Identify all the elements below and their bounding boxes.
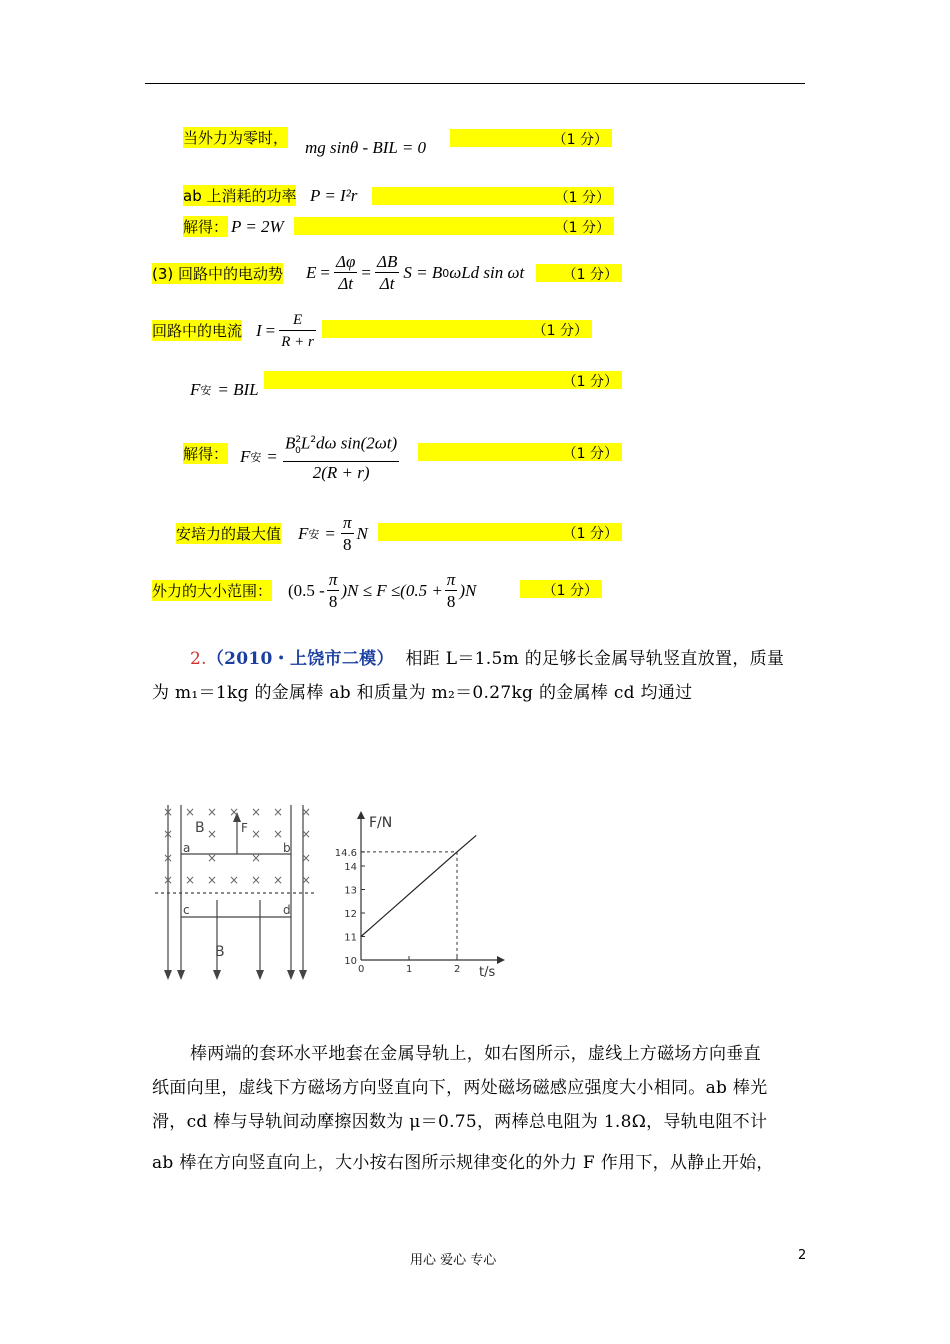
symbol-F: F	[190, 380, 201, 399]
force-time-chart	[335, 805, 510, 985]
line-external-force-zero	[183, 127, 288, 148]
field-arrows	[164, 812, 307, 980]
svg-text:×: ×	[207, 805, 218, 819]
sub: 0	[295, 446, 301, 457]
score-mark: （1 分）	[562, 526, 618, 542]
body-line-4: ab 棒在方向竖直向上，大小按右图所示规律变化的外力 F 作用下，从静止开始，	[152, 1153, 774, 1173]
equals: =	[320, 263, 330, 282]
label-B-top: B	[195, 820, 205, 836]
denominator: 8	[343, 534, 352, 554]
label: 当外力为零时，	[183, 129, 289, 147]
highlight-bar	[520, 580, 602, 598]
line-current	[152, 320, 242, 341]
body-line-2: 纸面向里，虚线下方磁场方向竖直向下，两处磁场磁感应强度大小相同。ab 棒光	[152, 1078, 768, 1098]
emf-tail-a: S = B	[403, 263, 443, 282]
line-emf	[152, 263, 283, 284]
denominator: R + r	[281, 333, 314, 350]
svg-text:×: ×	[273, 805, 284, 819]
label-F: F	[241, 821, 248, 835]
svg-text:×: ×	[251, 873, 262, 887]
score-mark: （1 分）	[562, 446, 618, 462]
symbol-F: F	[298, 524, 309, 543]
svg-text:×: ×	[185, 805, 196, 819]
x-tick-label: 1	[406, 964, 413, 975]
label-b: b	[283, 841, 291, 855]
subscript-an: 安	[308, 528, 320, 541]
label-c: c	[183, 903, 190, 917]
svg-text:×: ×	[185, 873, 196, 887]
formula-ampere-force	[190, 380, 259, 400]
symbol-E: E	[306, 263, 317, 282]
svg-text:×: ×	[301, 805, 312, 819]
problem-text-b: 为 m₁＝1kg 的金属棒 ab 和质量为 m₂＝0.27kg 的金属棒 cd 均通过	[152, 683, 693, 703]
line-max-force	[176, 523, 281, 544]
y-tick-label: 14	[344, 862, 357, 873]
svg-text:×: ×	[163, 805, 174, 819]
y-axis-arrow	[357, 811, 365, 819]
series-line	[361, 835, 476, 936]
body-line-3: 滑，cd 棒与导轨间动摩擦因数为 μ＝0.75，两棒总电阻为 1.8Ω，导轨电阻不计	[152, 1112, 768, 1132]
svg-text:×: ×	[163, 851, 174, 865]
label-B-bottom: B	[215, 944, 225, 960]
bil: = BIL	[217, 380, 259, 399]
label: 回路中的电流	[152, 322, 243, 340]
label: 解得：	[183, 218, 229, 236]
svg-text:×: ×	[301, 851, 312, 865]
range-mid: )N ≤ F ≤(0.5 +	[341, 581, 443, 600]
equals: =	[265, 321, 276, 340]
svg-text:×: ×	[163, 873, 174, 887]
y-tick-label: 12	[344, 909, 357, 920]
score-mark: （1 分）	[562, 374, 618, 390]
formula-force-result	[240, 430, 399, 484]
d-sin: dω sin(2ωt)	[316, 433, 398, 453]
equals: =	[267, 447, 277, 466]
line-result-force	[183, 443, 228, 464]
score-mark: （1 分）	[532, 323, 588, 339]
svg-text:×: ×	[273, 873, 284, 887]
score-mark: （1 分）	[554, 190, 610, 206]
symbol-F: F	[240, 447, 251, 466]
problem-text-a: 相距 L＝1.5m 的足够长金属导轨竖直放置，质量	[405, 649, 785, 669]
denominator: 8	[328, 591, 338, 611]
fraction-force	[283, 430, 399, 484]
emf-tail-b: ωLd sin ωt	[449, 263, 525, 282]
equals: =	[325, 524, 335, 543]
highlight-bar	[294, 217, 614, 235]
formula-force-range	[288, 566, 476, 616]
svg-text:×: ×	[251, 851, 262, 865]
y-tick-label: 14.6	[335, 847, 357, 859]
svg-text:×: ×	[207, 851, 218, 865]
problem-heading	[190, 642, 784, 676]
x-axis-arrow	[497, 956, 505, 964]
unit-N: N	[356, 524, 368, 543]
chart-plot	[335, 811, 505, 980]
svg-text:×: ×	[229, 873, 240, 887]
label: 解得：	[183, 445, 229, 463]
label-a: a	[183, 841, 191, 855]
formula-max-force	[298, 508, 368, 560]
denominator: 2(R + r)	[312, 463, 370, 483]
range-right: )N	[459, 581, 477, 600]
score-mark: （1 分）	[542, 583, 598, 599]
x-axis-label: t/s	[479, 965, 496, 980]
footer-motto: 用心 爱心 专心	[410, 1253, 497, 1268]
score-mark: （1 分）	[562, 267, 618, 283]
range-left: (0.5 -	[288, 581, 325, 600]
numerator	[283, 430, 399, 462]
line-force-range	[152, 580, 272, 601]
svg-text:×: ×	[207, 827, 218, 841]
rail-field-diagram	[155, 800, 315, 990]
formula-current	[256, 308, 316, 354]
y-tick-label: 13	[344, 885, 357, 897]
highlight-bar	[536, 264, 622, 282]
problem-number: 2.	[190, 649, 207, 669]
score-mark: （1 分）	[554, 220, 610, 236]
fraction-dphi-dt	[334, 252, 357, 295]
B: B	[284, 433, 296, 453]
formula-power-result: P = 2W	[231, 217, 284, 236]
denominator: Δt	[338, 273, 354, 293]
highlight-bar	[418, 443, 622, 461]
y-tick-label: 10	[344, 956, 357, 967]
highlight-bar	[378, 523, 622, 541]
subscript-an: 安	[200, 384, 212, 397]
svg-text:×: ×	[163, 827, 174, 841]
label: 外力的大小范围：	[152, 582, 273, 600]
svg-text:×: ×	[207, 873, 218, 887]
fraction-dB-dt	[375, 252, 399, 295]
problem-source: （2010・上饶市二模）	[206, 649, 394, 669]
svg-text:×: ×	[251, 805, 262, 819]
label: (3) 回路中的电动势	[152, 265, 284, 283]
equals: =	[361, 263, 371, 282]
fraction-pi-8	[341, 513, 354, 556]
formula-equilibrium: mg sinθ - BIL = 0	[305, 138, 427, 157]
svg-text:×: ×	[301, 827, 312, 841]
sup: 2	[310, 434, 317, 445]
header-rule	[145, 83, 805, 84]
svg-text:×: ×	[273, 827, 284, 841]
highlight-bar	[264, 371, 622, 389]
denominator: 8	[446, 591, 456, 611]
numerator: π	[342, 512, 352, 532]
formula-power: P = I²r	[310, 186, 358, 205]
subscript-0: 0	[442, 266, 450, 280]
highlight-bar	[450, 129, 612, 147]
highlight-bar	[372, 187, 614, 205]
page-number: 2	[798, 1248, 807, 1263]
chart-title: F/N	[369, 815, 393, 831]
line-power	[183, 185, 296, 206]
x-tick-label: 2	[454, 964, 461, 975]
L: L	[300, 433, 311, 453]
svg-text:×: ×	[229, 805, 240, 819]
fraction-pi-8	[445, 570, 458, 613]
sup: 2	[295, 434, 302, 445]
symbol-I: I	[256, 321, 262, 340]
numerator: Δφ	[335, 251, 356, 271]
line-result-power	[183, 216, 228, 237]
svg-text:×: ×	[251, 827, 262, 841]
numerator: E	[279, 310, 316, 331]
svg-text:×: ×	[301, 873, 312, 887]
subscript-an: 安	[250, 451, 262, 464]
formula-emf	[306, 250, 524, 296]
label: 安培力的最大值	[176, 525, 282, 543]
x-tick-label: 0	[358, 964, 365, 975]
score-mark: （1 分）	[552, 132, 608, 148]
body-line-1: 棒两端的套环水平地套在金属导轨上，如右图所示，虚线上方磁场方向垂直	[190, 1044, 761, 1064]
denominator: Δt	[379, 273, 395, 293]
y-tick-label: 11	[344, 932, 357, 944]
numerator: π	[328, 569, 338, 589]
highlight-bar	[322, 320, 592, 338]
numerator: π	[446, 569, 456, 589]
label-d: d	[283, 903, 291, 917]
fraction-pi-8	[327, 570, 340, 613]
label: ab 上消耗的功率	[183, 187, 297, 205]
numerator: ΔB	[376, 251, 398, 271]
fraction-E-Rr	[279, 310, 316, 353]
